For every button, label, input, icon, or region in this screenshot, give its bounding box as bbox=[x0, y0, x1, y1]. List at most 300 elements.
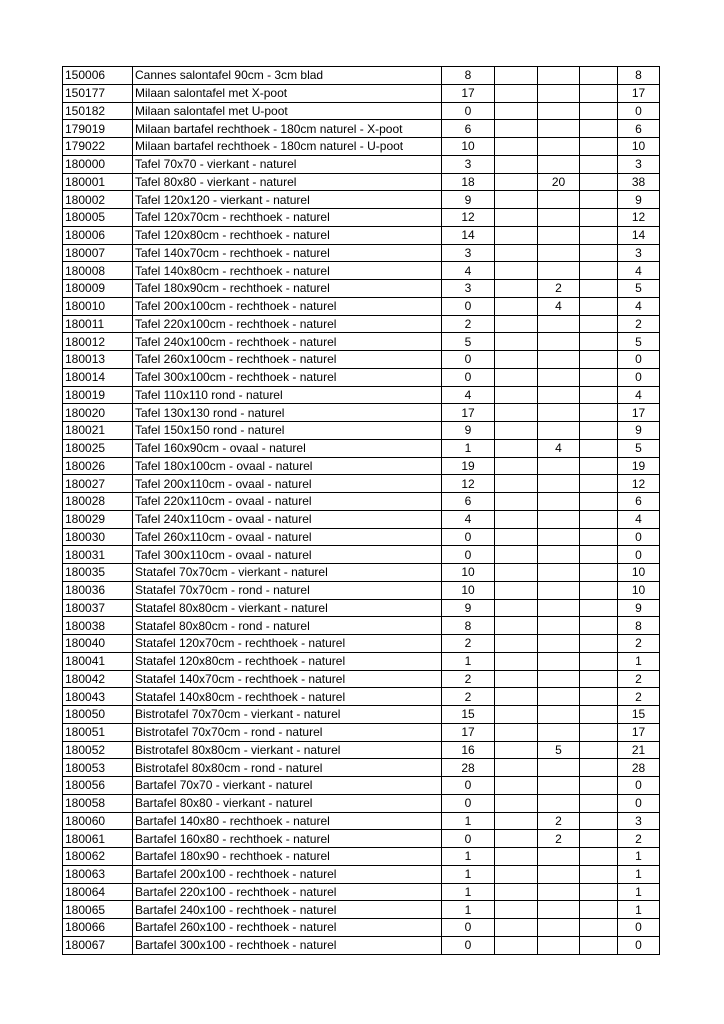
article-code-cell: 150006 bbox=[63, 67, 133, 85]
article-code-cell: 180030 bbox=[63, 528, 133, 546]
quantity-cell-2 bbox=[495, 386, 538, 404]
quantity-cell-3: 4 bbox=[538, 297, 580, 315]
quantity-cell-3 bbox=[538, 155, 580, 173]
quantity-cell-3 bbox=[538, 422, 580, 440]
quantity-cell-2 bbox=[495, 936, 538, 954]
article-code-cell: 180000 bbox=[63, 155, 133, 173]
quantity-cell-1: 3 bbox=[442, 280, 495, 298]
quantity-cell-2 bbox=[495, 173, 538, 191]
total-cell: 0 bbox=[618, 351, 660, 369]
table-row bbox=[63, 333, 660, 351]
quantity-cell-4 bbox=[580, 635, 618, 653]
quantity-cell-4 bbox=[580, 457, 618, 475]
quantity-cell-2 bbox=[495, 919, 538, 937]
article-code-cell: 180011 bbox=[63, 315, 133, 333]
article-description-cell: Milaan salontafel met X-poot bbox=[133, 84, 442, 102]
table-row bbox=[63, 84, 660, 102]
article-code-cell: 180028 bbox=[63, 493, 133, 511]
article-code-cell: 180006 bbox=[63, 226, 133, 244]
quantity-cell-1: 0 bbox=[442, 297, 495, 315]
quantity-cell-4 bbox=[580, 670, 618, 688]
article-code-cell: 180061 bbox=[63, 830, 133, 848]
quantity-cell-2 bbox=[495, 475, 538, 493]
table-row bbox=[63, 404, 660, 422]
quantity-cell-4 bbox=[580, 599, 618, 617]
quantity-cell-1: 1 bbox=[442, 439, 495, 457]
total-cell: 12 bbox=[618, 209, 660, 227]
total-cell: 5 bbox=[618, 333, 660, 351]
article-code-cell: 180029 bbox=[63, 510, 133, 528]
quantity-cell-1: 1 bbox=[442, 848, 495, 866]
quantity-cell-2 bbox=[495, 67, 538, 85]
table-row bbox=[63, 155, 660, 173]
table-row bbox=[63, 368, 660, 386]
total-cell: 1 bbox=[618, 883, 660, 901]
quantity-cell-4 bbox=[580, 262, 618, 280]
total-cell: 9 bbox=[618, 599, 660, 617]
total-cell: 2 bbox=[618, 635, 660, 653]
article-code-cell: 180019 bbox=[63, 386, 133, 404]
article-description-cell: Tafel 140x70cm - rechthoek - naturel bbox=[133, 244, 442, 262]
quantity-cell-4 bbox=[580, 564, 618, 582]
quantity-cell-4 bbox=[580, 652, 618, 670]
quantity-cell-2 bbox=[495, 670, 538, 688]
quantity-cell-1: 9 bbox=[442, 191, 495, 209]
table-row bbox=[63, 848, 660, 866]
article-code-cell: 180066 bbox=[63, 919, 133, 937]
table-row bbox=[63, 244, 660, 262]
quantity-cell-1: 28 bbox=[442, 759, 495, 777]
article-description-cell: Bartafel 240x100 - rechthoek - naturel bbox=[133, 901, 442, 919]
article-code-cell: 180009 bbox=[63, 280, 133, 298]
quantity-cell-4 bbox=[580, 706, 618, 724]
quantity-cell-2 bbox=[495, 422, 538, 440]
quantity-cell-4 bbox=[580, 510, 618, 528]
total-cell: 3 bbox=[618, 244, 660, 262]
total-cell: 0 bbox=[618, 794, 660, 812]
quantity-cell-3 bbox=[538, 581, 580, 599]
quantity-cell-4 bbox=[580, 297, 618, 315]
article-description-cell: Bartafel 300x100 - rechthoek - naturel bbox=[133, 936, 442, 954]
quantity-cell-2 bbox=[495, 138, 538, 156]
quantity-cell-4 bbox=[580, 333, 618, 351]
quantity-cell-4 bbox=[580, 794, 618, 812]
quantity-cell-4 bbox=[580, 830, 618, 848]
article-description-cell: Statafel 70x70cm - rond - naturel bbox=[133, 581, 442, 599]
quantity-cell-1: 9 bbox=[442, 422, 495, 440]
quantity-cell-1: 14 bbox=[442, 226, 495, 244]
table-row bbox=[63, 599, 660, 617]
quantity-cell-4 bbox=[580, 848, 618, 866]
quantity-cell-2 bbox=[495, 865, 538, 883]
quantity-cell-3 bbox=[538, 670, 580, 688]
article-code-cell: 180065 bbox=[63, 901, 133, 919]
quantity-cell-4 bbox=[580, 723, 618, 741]
table-row bbox=[63, 883, 660, 901]
quantity-cell-4 bbox=[580, 493, 618, 511]
quantity-cell-2 bbox=[495, 102, 538, 120]
quantity-cell-2 bbox=[495, 226, 538, 244]
quantity-cell-4 bbox=[580, 581, 618, 599]
quantity-cell-2 bbox=[495, 848, 538, 866]
quantity-cell-2 bbox=[495, 244, 538, 262]
quantity-cell-3 bbox=[538, 652, 580, 670]
table-row bbox=[63, 351, 660, 369]
quantity-cell-1: 1 bbox=[442, 865, 495, 883]
quantity-cell-3 bbox=[538, 617, 580, 635]
quantity-cell-4 bbox=[580, 102, 618, 120]
total-cell: 1 bbox=[618, 652, 660, 670]
table-row bbox=[63, 475, 660, 493]
total-cell: 0 bbox=[618, 919, 660, 937]
article-description-cell: Bartafel 140x80 - rechthoek - naturel bbox=[133, 812, 442, 830]
quantity-cell-1: 12 bbox=[442, 475, 495, 493]
quantity-cell-1: 4 bbox=[442, 510, 495, 528]
quantity-cell-1: 10 bbox=[442, 564, 495, 582]
article-description-cell: Milaan salontafel met U-poot bbox=[133, 102, 442, 120]
table-row bbox=[63, 919, 660, 937]
article-description-cell: Tafel 200x110cm - ovaal - naturel bbox=[133, 475, 442, 493]
quantity-cell-3 bbox=[538, 457, 580, 475]
quantity-cell-4 bbox=[580, 191, 618, 209]
table-row bbox=[63, 635, 660, 653]
total-cell: 0 bbox=[618, 368, 660, 386]
quantity-cell-3 bbox=[538, 528, 580, 546]
quantity-cell-3 bbox=[538, 226, 580, 244]
article-description-cell: Milaan bartafel rechthoek - 180cm naturel - U-poot bbox=[133, 138, 442, 156]
quantity-cell-3 bbox=[538, 209, 580, 227]
quantity-cell-3 bbox=[538, 386, 580, 404]
quantity-cell-1: 4 bbox=[442, 386, 495, 404]
quantity-cell-2 bbox=[495, 741, 538, 759]
quantity-cell-3: 5 bbox=[538, 741, 580, 759]
quantity-cell-2 bbox=[495, 830, 538, 848]
quantity-cell-1: 17 bbox=[442, 723, 495, 741]
quantity-cell-4 bbox=[580, 865, 618, 883]
article-code-cell: 180042 bbox=[63, 670, 133, 688]
article-code-cell: 180040 bbox=[63, 635, 133, 653]
quantity-cell-4 bbox=[580, 528, 618, 546]
table-row bbox=[63, 102, 660, 120]
table-row bbox=[63, 581, 660, 599]
table-row bbox=[63, 546, 660, 564]
quantity-cell-3 bbox=[538, 848, 580, 866]
quantity-cell-2 bbox=[495, 457, 538, 475]
total-cell: 0 bbox=[618, 528, 660, 546]
article-description-cell: Bartafel 260x100 - rechthoek - naturel bbox=[133, 919, 442, 937]
quantity-cell-4 bbox=[580, 422, 618, 440]
article-description-cell: Tafel 110x110 rond - naturel bbox=[133, 386, 442, 404]
article-code-cell: 180036 bbox=[63, 581, 133, 599]
article-description-cell: Tafel 240x110cm - ovaal - naturel bbox=[133, 510, 442, 528]
quantity-cell-1: 6 bbox=[442, 493, 495, 511]
total-cell: 8 bbox=[618, 617, 660, 635]
total-cell: 5 bbox=[618, 439, 660, 457]
total-cell: 28 bbox=[618, 759, 660, 777]
article-description-cell: Bartafel 80x80 - vierkant - naturel bbox=[133, 794, 442, 812]
table-row bbox=[63, 493, 660, 511]
quantity-cell-3: 20 bbox=[538, 173, 580, 191]
quantity-cell-1: 5 bbox=[442, 333, 495, 351]
article-code-cell: 180021 bbox=[63, 422, 133, 440]
quantity-cell-3 bbox=[538, 404, 580, 422]
table-row bbox=[63, 670, 660, 688]
total-cell: 4 bbox=[618, 262, 660, 280]
table-row bbox=[63, 67, 660, 85]
total-cell: 0 bbox=[618, 936, 660, 954]
table-row bbox=[63, 652, 660, 670]
total-cell: 19 bbox=[618, 457, 660, 475]
quantity-cell-4 bbox=[580, 936, 618, 954]
article-code-cell: 150182 bbox=[63, 102, 133, 120]
article-code-cell: 180020 bbox=[63, 404, 133, 422]
article-code-cell: 180043 bbox=[63, 688, 133, 706]
quantity-cell-1: 0 bbox=[442, 546, 495, 564]
quantity-cell-4 bbox=[580, 351, 618, 369]
quantity-cell-1: 3 bbox=[442, 155, 495, 173]
table-row bbox=[63, 439, 660, 457]
quantity-cell-1: 0 bbox=[442, 794, 495, 812]
quantity-cell-1: 9 bbox=[442, 599, 495, 617]
article-description-cell: Tafel 130x130 rond - naturel bbox=[133, 404, 442, 422]
total-cell: 2 bbox=[618, 315, 660, 333]
quantity-cell-2 bbox=[495, 883, 538, 901]
article-description-cell: Bartafel 70x70 - vierkant - naturel bbox=[133, 777, 442, 795]
table-row bbox=[63, 759, 660, 777]
article-description-cell: Statafel 80x80cm - vierkant - naturel bbox=[133, 599, 442, 617]
quantity-cell-1: 17 bbox=[442, 84, 495, 102]
quantity-cell-2 bbox=[495, 652, 538, 670]
inventory-sheet bbox=[62, 66, 660, 955]
article-code-cell: 180050 bbox=[63, 706, 133, 724]
quantity-cell-3 bbox=[538, 475, 580, 493]
quantity-cell-2 bbox=[495, 528, 538, 546]
quantity-cell-2 bbox=[495, 191, 538, 209]
quantity-cell-1: 1 bbox=[442, 901, 495, 919]
table-row bbox=[63, 120, 660, 138]
quantity-cell-4 bbox=[580, 315, 618, 333]
quantity-cell-2 bbox=[495, 280, 538, 298]
quantity-cell-3 bbox=[538, 84, 580, 102]
quantity-cell-1: 8 bbox=[442, 617, 495, 635]
quantity-cell-2 bbox=[495, 297, 538, 315]
total-cell: 10 bbox=[618, 581, 660, 599]
quantity-cell-1: 18 bbox=[442, 173, 495, 191]
table-row bbox=[63, 138, 660, 156]
table-row bbox=[63, 422, 660, 440]
quantity-cell-1: 0 bbox=[442, 351, 495, 369]
table-row bbox=[63, 617, 660, 635]
quantity-cell-1: 8 bbox=[442, 67, 495, 85]
quantity-cell-2 bbox=[495, 262, 538, 280]
article-description-cell: Bistrotafel 80x80cm - rond - naturel bbox=[133, 759, 442, 777]
total-cell: 10 bbox=[618, 138, 660, 156]
inventory-table-body bbox=[63, 67, 660, 955]
quantity-cell-3 bbox=[538, 706, 580, 724]
article-description-cell: Tafel 70x70 - vierkant - naturel bbox=[133, 155, 442, 173]
table-row bbox=[63, 936, 660, 954]
article-code-cell: 180002 bbox=[63, 191, 133, 209]
total-cell: 10 bbox=[618, 564, 660, 582]
quantity-cell-3: 4 bbox=[538, 439, 580, 457]
quantity-cell-4 bbox=[580, 617, 618, 635]
total-cell: 38 bbox=[618, 173, 660, 191]
quantity-cell-3 bbox=[538, 936, 580, 954]
table-row bbox=[63, 830, 660, 848]
article-description-cell: Tafel 220x110cm - ovaal - naturel bbox=[133, 493, 442, 511]
quantity-cell-2 bbox=[495, 777, 538, 795]
article-code-cell: 180027 bbox=[63, 475, 133, 493]
total-cell: 14 bbox=[618, 226, 660, 244]
total-cell: 0 bbox=[618, 102, 660, 120]
article-code-cell: 180038 bbox=[63, 617, 133, 635]
total-cell: 2 bbox=[618, 830, 660, 848]
quantity-cell-2 bbox=[495, 493, 538, 511]
quantity-cell-4 bbox=[580, 209, 618, 227]
quantity-cell-4 bbox=[580, 883, 618, 901]
article-description-cell: Tafel 260x100cm - rechthoek - naturel bbox=[133, 351, 442, 369]
quantity-cell-1: 15 bbox=[442, 706, 495, 724]
quantity-cell-1: 0 bbox=[442, 368, 495, 386]
article-description-cell: Bartafel 160x80 - rechthoek - naturel bbox=[133, 830, 442, 848]
quantity-cell-1: 4 bbox=[442, 262, 495, 280]
article-code-cell: 180067 bbox=[63, 936, 133, 954]
quantity-cell-4 bbox=[580, 439, 618, 457]
quantity-cell-1: 1 bbox=[442, 652, 495, 670]
article-code-cell: 180041 bbox=[63, 652, 133, 670]
article-code-cell: 180001 bbox=[63, 173, 133, 191]
article-code-cell: 180035 bbox=[63, 564, 133, 582]
total-cell: 12 bbox=[618, 475, 660, 493]
article-code-cell: 180056 bbox=[63, 777, 133, 795]
quantity-cell-2 bbox=[495, 84, 538, 102]
article-description-cell: Tafel 220x100cm - rechthoek - naturel bbox=[133, 315, 442, 333]
quantity-cell-1: 2 bbox=[442, 670, 495, 688]
total-cell: 1 bbox=[618, 865, 660, 883]
quantity-cell-2 bbox=[495, 333, 538, 351]
total-cell: 3 bbox=[618, 812, 660, 830]
table-row bbox=[63, 226, 660, 244]
quantity-cell-2 bbox=[495, 635, 538, 653]
table-row bbox=[63, 280, 660, 298]
article-description-cell: Tafel 180x90cm - rechthoek - naturel bbox=[133, 280, 442, 298]
quantity-cell-2 bbox=[495, 404, 538, 422]
quantity-cell-3 bbox=[538, 635, 580, 653]
quantity-cell-1: 0 bbox=[442, 936, 495, 954]
article-code-cell: 180008 bbox=[63, 262, 133, 280]
quantity-cell-3 bbox=[538, 723, 580, 741]
article-description-cell: Tafel 140x80cm - rechthoek - naturel bbox=[133, 262, 442, 280]
quantity-cell-3 bbox=[538, 493, 580, 511]
article-description-cell: Bistrotafel 80x80cm - vierkant - naturel bbox=[133, 741, 442, 759]
quantity-cell-1: 16 bbox=[442, 741, 495, 759]
table-row bbox=[63, 865, 660, 883]
quantity-cell-2 bbox=[495, 617, 538, 635]
quantity-cell-4 bbox=[580, 138, 618, 156]
article-description-cell: Milaan bartafel rechthoek - 180cm naturel - X-poot bbox=[133, 120, 442, 138]
quantity-cell-2 bbox=[495, 794, 538, 812]
total-cell: 9 bbox=[618, 422, 660, 440]
quantity-cell-2 bbox=[495, 564, 538, 582]
article-code-cell: 180005 bbox=[63, 209, 133, 227]
total-cell: 6 bbox=[618, 493, 660, 511]
quantity-cell-3 bbox=[538, 759, 580, 777]
table-row bbox=[63, 812, 660, 830]
quantity-cell-2 bbox=[495, 315, 538, 333]
quantity-cell-3 bbox=[538, 883, 580, 901]
quantity-cell-3 bbox=[538, 67, 580, 85]
total-cell: 0 bbox=[618, 777, 660, 795]
total-cell: 21 bbox=[618, 741, 660, 759]
total-cell: 4 bbox=[618, 386, 660, 404]
article-description-cell: Tafel 260x110cm - ovaal - naturel bbox=[133, 528, 442, 546]
table-row bbox=[63, 191, 660, 209]
total-cell: 17 bbox=[618, 84, 660, 102]
quantity-cell-4 bbox=[580, 84, 618, 102]
quantity-cell-1: 6 bbox=[442, 120, 495, 138]
quantity-cell-3 bbox=[538, 688, 580, 706]
total-cell: 0 bbox=[618, 546, 660, 564]
article-code-cell: 180012 bbox=[63, 333, 133, 351]
quantity-cell-1: 0 bbox=[442, 830, 495, 848]
article-code-cell: 179019 bbox=[63, 120, 133, 138]
total-cell: 6 bbox=[618, 120, 660, 138]
quantity-cell-3 bbox=[538, 102, 580, 120]
quantity-cell-3 bbox=[538, 333, 580, 351]
article-description-cell: Statafel 70x70cm - vierkant - naturel bbox=[133, 564, 442, 582]
quantity-cell-2 bbox=[495, 155, 538, 173]
quantity-cell-4 bbox=[580, 688, 618, 706]
quantity-cell-2 bbox=[495, 351, 538, 369]
table-row bbox=[63, 386, 660, 404]
total-cell: 3 bbox=[618, 155, 660, 173]
quantity-cell-3 bbox=[538, 919, 580, 937]
quantity-cell-3: 2 bbox=[538, 830, 580, 848]
quantity-cell-2 bbox=[495, 546, 538, 564]
quantity-cell-1: 2 bbox=[442, 315, 495, 333]
table-row bbox=[63, 457, 660, 475]
quantity-cell-1: 17 bbox=[442, 404, 495, 422]
quantity-cell-3 bbox=[538, 564, 580, 582]
article-code-cell: 180014 bbox=[63, 368, 133, 386]
article-description-cell: Statafel 120x70cm - rechthoek - naturel bbox=[133, 635, 442, 653]
article-description-cell: Tafel 120x120 - vierkant - naturel bbox=[133, 191, 442, 209]
quantity-cell-3 bbox=[538, 120, 580, 138]
quantity-cell-4 bbox=[580, 919, 618, 937]
article-description-cell: Statafel 140x80cm - rechthoek - naturel bbox=[133, 688, 442, 706]
total-cell: 4 bbox=[618, 510, 660, 528]
quantity-cell-1: 0 bbox=[442, 528, 495, 546]
article-description-cell: Cannes salontafel 90cm - 3cm blad bbox=[133, 67, 442, 85]
article-description-cell: Bistrotafel 70x70cm - rond - naturel bbox=[133, 723, 442, 741]
table-row bbox=[63, 901, 660, 919]
quantity-cell-1: 2 bbox=[442, 635, 495, 653]
article-code-cell: 180025 bbox=[63, 439, 133, 457]
quantity-cell-4 bbox=[580, 404, 618, 422]
quantity-cell-4 bbox=[580, 759, 618, 777]
table-row bbox=[63, 297, 660, 315]
article-description-cell: Bartafel 220x100 - rechthoek - naturel bbox=[133, 883, 442, 901]
quantity-cell-2 bbox=[495, 510, 538, 528]
quantity-cell-3 bbox=[538, 510, 580, 528]
quantity-cell-2 bbox=[495, 581, 538, 599]
article-code-cell: 150177 bbox=[63, 84, 133, 102]
quantity-cell-3 bbox=[538, 901, 580, 919]
article-description-cell: Tafel 120x80cm - rechthoek - naturel bbox=[133, 226, 442, 244]
article-code-cell: 180031 bbox=[63, 546, 133, 564]
quantity-cell-3 bbox=[538, 138, 580, 156]
quantity-cell-2 bbox=[495, 599, 538, 617]
